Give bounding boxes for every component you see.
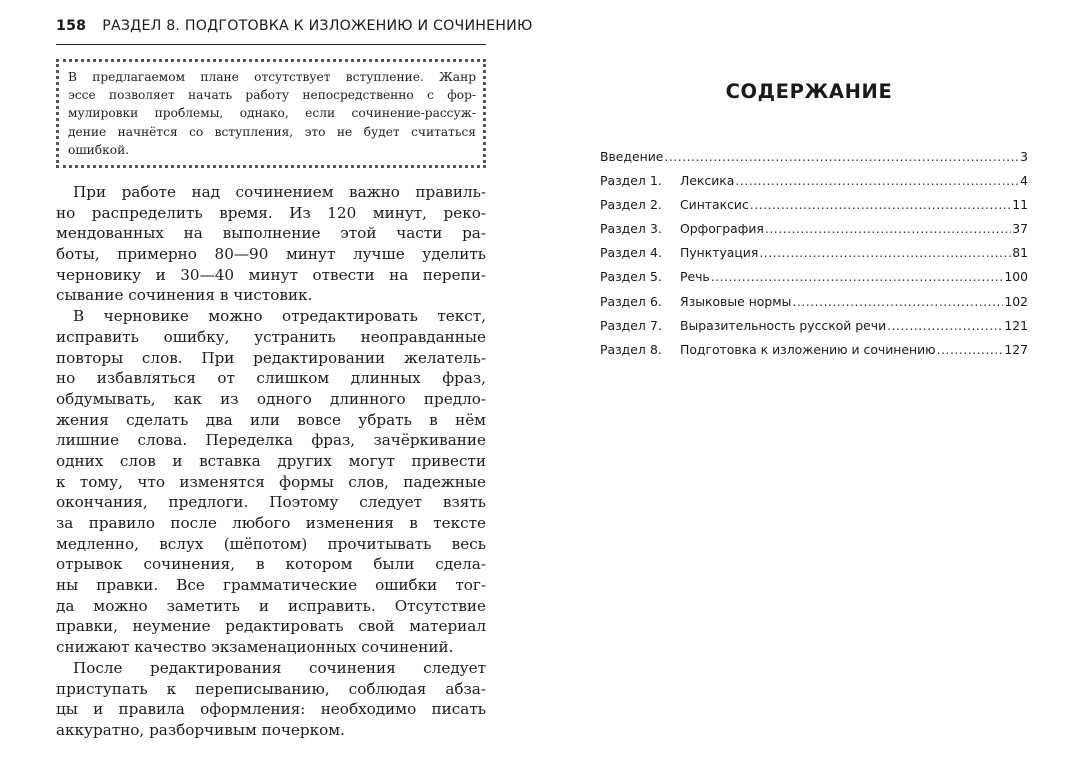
toc-section-number: 4. — [650, 245, 662, 261]
toc-entry-title: Лексика — [680, 173, 735, 189]
toc-entry — [600, 269, 1028, 293]
toc-section-label — [600, 197, 680, 212]
toc-entry-title: Речь — [680, 269, 710, 285]
body-line: окончания, предлоги. Поэтому следует взять — [56, 493, 486, 512]
toc-section-number: 3. — [650, 221, 662, 237]
body-line: боты, примерно 80—90 минут лучше уделить — [56, 245, 486, 264]
note-line: ошибкой. — [68, 142, 130, 157]
left-page — [56, 18, 533, 741]
toc-section-label — [600, 294, 680, 309]
toc-section-word: Раздел — [600, 317, 646, 333]
body-line: ны правки. Все грамматические ошибки тог- — [56, 576, 486, 595]
toc-leader-dots — [765, 221, 1011, 236]
toc-section-word: Раздел — [600, 245, 646, 261]
toc-section-label — [600, 173, 680, 188]
toc-entry — [600, 294, 1028, 318]
toc-section-number: 8. — [650, 341, 662, 357]
toc-section-number: 7. — [650, 317, 662, 333]
body-line: да можно заметить и исправить. Отсутствие — [56, 596, 486, 615]
body-line: сывание сочинения в чистовик. — [56, 286, 313, 305]
body-line: лишние слова. Переделка фраз, зачёркивание — [56, 431, 486, 450]
body-line: жения сделать два или вовсе убрать в нём — [56, 410, 486, 429]
body-line: исправить ошибку, устранить неоправданные — [56, 327, 486, 346]
toc-leader-dots — [711, 269, 1004, 284]
toc-entry — [600, 173, 1028, 197]
body-line: но избавляться от слишком длинных фраз, — [56, 369, 486, 388]
body-line: обдумывать, как из одного длинного предло- — [56, 389, 486, 408]
running-head — [56, 18, 533, 45]
toc-entry-title: Орфография — [680, 221, 764, 237]
body-line: снижают качество экзаменационных сочинений. — [56, 638, 454, 657]
body-line: правки, неумение редактировать свой материал — [56, 617, 486, 636]
body-line: но распределить время. Из 120 минут, реко- — [56, 203, 486, 222]
toc-entry-title: Подготовка к изложению и сочинению — [680, 341, 936, 357]
body-line: мендованных на выполнение этой части ра- — [56, 224, 486, 243]
toc-leader-dots — [750, 197, 1011, 212]
running-head-title: РАЗДЕЛ 8. ПОДГОТОВКА К ИЗЛОЖЕНИЮ И СОЧИНЕНИЮ — [102, 18, 533, 34]
toc-leader-dots — [937, 342, 1004, 357]
toc-entry — [600, 342, 1028, 366]
toc-section-label — [600, 269, 680, 284]
toc-section-label — [600, 221, 680, 236]
toc-leader-dots — [664, 149, 1019, 164]
body-line: При работе над сочинением важно правиль- — [73, 183, 486, 202]
body-line: к тому, что изменятся формы слов, падежные — [56, 472, 486, 491]
toc-leader-dots — [759, 245, 1011, 260]
body-line: повторы слов. При редактировании желатель- — [56, 348, 486, 367]
note-line: эссе позволяет начать работу непосредственно с фор- — [68, 88, 476, 103]
body-line: После редактирования сочинения следует — [73, 658, 486, 677]
page-number: 158 — [56, 18, 87, 34]
toc-section-number: 2. — [650, 197, 662, 213]
toc-section-word: Раздел — [600, 269, 646, 285]
toc-section-word: Раздел — [600, 341, 646, 357]
toc-page-number: 81 — [1012, 245, 1028, 261]
toc-section-label — [600, 245, 680, 260]
toc-entry-title: Синтаксис — [680, 197, 749, 213]
body-line: В черновике можно отредактировать текст, — [73, 307, 486, 326]
toc-page-number: 4 — [1020, 173, 1028, 189]
body-line: медленно, вслух (шёпотом) прочитывать весь — [56, 534, 486, 553]
toc-leader-dots — [735, 173, 1019, 188]
toc-section-label — [600, 318, 680, 333]
toc-section-number: 1. — [650, 173, 662, 189]
note-line: В предлагаемом плане отсутствует вступление. Жанр — [68, 70, 476, 84]
toc-leader-dots — [792, 294, 1003, 309]
toc-page-number: 11 — [1012, 197, 1028, 213]
toc-page-number: 102 — [1004, 293, 1028, 309]
toc-entry-title: Выразительность русской речи — [680, 317, 887, 333]
toc-entry — [600, 318, 1028, 342]
note-line: дение начнётся со вступления, это не будет считаться — [68, 124, 476, 139]
toc-leader-dots — [887, 318, 1003, 333]
toc-page-number: 37 — [1012, 221, 1028, 237]
toc-page-number: 121 — [1004, 317, 1028, 333]
toc-page-number: 3 — [1020, 149, 1028, 164]
toc-section-word: Раздел — [600, 221, 646, 237]
body-line: приступать к переписыванию, соблюдая абза- — [56, 679, 486, 698]
toc-section-number: 5. — [650, 269, 662, 285]
body-line: отрывок сочинения, в котором были сдела- — [56, 555, 486, 574]
toc-section-word: Раздел — [600, 293, 646, 309]
toc-list — [600, 149, 1028, 366]
body-text — [56, 182, 486, 741]
body-line: одних слов и вставка других могут привести — [56, 451, 486, 470]
toc-section-word: Раздел — [600, 197, 646, 213]
toc-entry-title: Пунктуация — [680, 245, 759, 261]
toc-section-number: 6. — [650, 293, 662, 309]
toc-page-number: 127 — [1004, 341, 1028, 357]
toc-section-label — [600, 342, 680, 357]
note-box — [56, 59, 486, 168]
toc-entry-title: Языковые нормы — [680, 293, 792, 309]
toc-page-number: 100 — [1004, 269, 1028, 285]
note-line: мулировки проблемы, однако, если сочинение-рассуж- — [68, 106, 476, 121]
toc-entry — [600, 149, 1028, 173]
right-page — [600, 80, 1028, 366]
toc-title: СОДЕРЖАНИЕ — [725, 80, 893, 103]
toc-entry — [600, 221, 1028, 245]
toc-entry-title: Введение — [600, 149, 664, 164]
body-line: аккуратно, разборчивым почерком. — [56, 720, 345, 739]
body-line: черновику и 30—40 минут отвести на перепи- — [56, 265, 486, 284]
toc-section-word: Раздел — [600, 173, 646, 189]
toc-entry — [600, 197, 1028, 221]
body-line: цы и правила оформления: необходимо писать — [56, 700, 486, 719]
body-line: за правило после любого изменения в тексте — [56, 514, 486, 533]
toc-entry — [600, 245, 1028, 269]
